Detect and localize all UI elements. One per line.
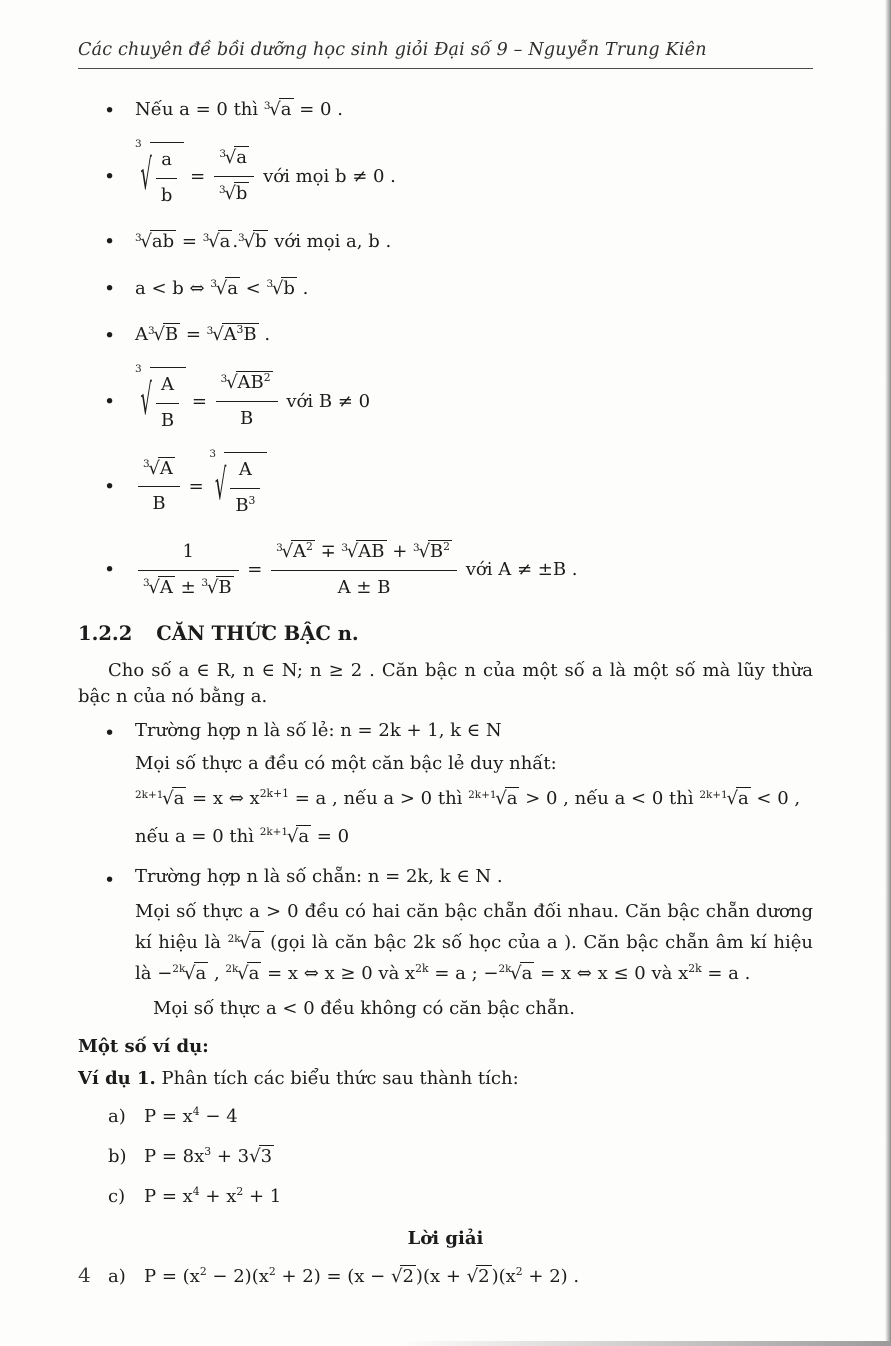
math-text: với mọi b ≠ 0 . bbox=[257, 165, 396, 187]
property-item-2 bbox=[78, 137, 813, 211]
math-text: = bbox=[241, 559, 269, 581]
math-root-index: 3 bbox=[218, 183, 226, 196]
math-root bbox=[699, 788, 750, 809]
math-sup: 2 bbox=[515, 1265, 523, 1279]
property-formula-3 bbox=[135, 231, 391, 252]
math-text: = bbox=[184, 165, 211, 187]
math-root-sign: √ bbox=[243, 231, 255, 253]
page-number: 4 bbox=[78, 1263, 91, 1287]
math-text: a bbox=[280, 99, 292, 121]
math-frac bbox=[156, 370, 179, 436]
math-text: A bbox=[223, 324, 237, 346]
math-text: = x ⇔ x ≥ 0 và x bbox=[261, 962, 416, 984]
math-text: B bbox=[152, 493, 166, 515]
math-text: . bbox=[232, 231, 239, 253]
math-root-index: 2k+1 bbox=[135, 788, 164, 801]
math-text: AB bbox=[358, 541, 385, 563]
math-root-body bbox=[356, 540, 386, 562]
math-root bbox=[219, 147, 249, 168]
math-root-index: 2k bbox=[227, 932, 241, 945]
property-item-5 bbox=[78, 320, 813, 351]
item-formula-a bbox=[144, 1106, 238, 1127]
math-text: A bbox=[159, 457, 173, 479]
math-root bbox=[135, 788, 186, 809]
math-root: • 3 √ $\frac{A}{B}$ bbox=[135, 367, 186, 436]
math-text: Nếu a = 0 thì bbox=[135, 99, 264, 121]
math-frac-numerator bbox=[138, 537, 239, 571]
odd-case-formula-2 bbox=[135, 822, 813, 853]
math-root-sign: √ bbox=[153, 324, 165, 346]
math-text: < 0 , bbox=[750, 788, 801, 810]
item-formula-c bbox=[144, 1186, 281, 1207]
math-root: 3 √ $\frac{A}{B^3}$ bbox=[209, 452, 267, 521]
property-item-1 bbox=[78, 95, 813, 126]
math-frac bbox=[216, 368, 278, 434]
math-text: ∓ bbox=[314, 541, 342, 563]
math-text: với A ≠ ±B . bbox=[460, 559, 578, 581]
math-root-sign: √ bbox=[286, 825, 299, 847]
math-root-sign: √ bbox=[510, 962, 522, 984]
section-heading bbox=[78, 620, 813, 648]
section-intro-paragraph: Cho số a ∈ R, n ∈ N; n ≥ 2 . Căn bậc n của một số a là một số mà lũy thừa bậc n của nó bằng a. bbox=[78, 659, 813, 707]
property-formula-2 bbox=[135, 137, 396, 206]
math-root-sign: √ bbox=[239, 932, 251, 954]
math-text: a bbox=[506, 788, 518, 810]
math-root bbox=[467, 1266, 492, 1287]
math-frac-numerator bbox=[230, 455, 260, 489]
math-root-body bbox=[225, 277, 240, 299]
math-text: = bbox=[182, 475, 210, 497]
math-root-sign: √ bbox=[346, 541, 359, 563]
math-frac-denominator bbox=[156, 404, 179, 437]
math-root-sign: √ bbox=[726, 788, 738, 810]
math-root-body bbox=[279, 98, 294, 120]
math-text: a < b ⇔ bbox=[135, 277, 211, 299]
property-formula-8 bbox=[135, 540, 578, 598]
math-root-index: 2k bbox=[498, 963, 512, 976]
math-text: P = (x bbox=[144, 1266, 200, 1288]
math-frac-numerator bbox=[216, 368, 278, 402]
odd-case-formula-1 bbox=[135, 784, 813, 815]
math-text: A bbox=[292, 541, 306, 563]
property-formula-7 bbox=[135, 447, 267, 516]
math-sup: 2k+1 bbox=[259, 787, 290, 801]
math-root-sign: √ bbox=[249, 1146, 261, 1168]
math-frac-denominator bbox=[138, 487, 180, 520]
math-text: a bbox=[173, 788, 185, 810]
math-text: = x ⇔ x bbox=[186, 788, 260, 810]
math-root bbox=[249, 1146, 274, 1167]
math-root bbox=[148, 324, 180, 345]
math-text: B bbox=[160, 409, 175, 431]
even-case-last-line: Mọi số thực a < 0 đều không có căn bậc chẵn. bbox=[153, 998, 575, 1020]
math-sup: 2k bbox=[688, 961, 702, 975]
math-text: A ± B bbox=[337, 576, 391, 598]
property-formula-6 bbox=[135, 362, 371, 431]
even-case-item bbox=[78, 864, 813, 1022]
math-frac-numerator bbox=[214, 143, 254, 177]
math-sup: 3 bbox=[236, 323, 244, 337]
math-text: B bbox=[429, 541, 444, 563]
math-frac bbox=[214, 143, 254, 209]
math-text: a bbox=[236, 147, 247, 169]
math-sup: 2 bbox=[443, 540, 451, 554]
math-frac-denominator bbox=[271, 571, 457, 604]
odd-case-title: • Trường hợp n là số lẻ: n = 2k + 1, k ∈ N bbox=[135, 719, 502, 741]
math-text: b bbox=[160, 184, 173, 206]
math-root-body bbox=[172, 787, 187, 809]
math-text: = bbox=[180, 324, 207, 346]
item-label-b: b) bbox=[108, 1146, 127, 1168]
math-root-body bbox=[234, 182, 250, 204]
math-text: + bbox=[386, 541, 414, 563]
math-root bbox=[276, 541, 315, 562]
math-root bbox=[413, 541, 452, 562]
math-root-body bbox=[505, 787, 520, 809]
math-text: , bbox=[208, 962, 226, 984]
math-sup: 4 bbox=[192, 1105, 200, 1119]
math-text: a bbox=[219, 231, 231, 253]
math-root-body bbox=[400, 1265, 415, 1287]
math-root-sign: √ bbox=[271, 277, 284, 299]
math-root-sign: √ bbox=[140, 151, 152, 201]
nth-root-cases-list bbox=[78, 718, 813, 1022]
examples-heading: Một số ví dụ: bbox=[78, 1036, 209, 1058]
math-sup: 3 bbox=[204, 1145, 212, 1159]
math-root-index: 3 bbox=[210, 278, 217, 291]
math-root-sign: √ bbox=[269, 99, 281, 121]
page-header bbox=[0, 0, 891, 69]
math-root bbox=[135, 231, 176, 252]
math-text: 3 bbox=[260, 1146, 273, 1168]
math-root bbox=[264, 99, 294, 120]
math-root-body bbox=[216, 576, 233, 598]
math-text: AB bbox=[237, 372, 264, 394]
math-root-body bbox=[224, 452, 267, 521]
math-root-body bbox=[236, 371, 273, 393]
math-frac-denominator bbox=[230, 489, 260, 522]
math-text: a bbox=[161, 148, 173, 170]
math-sup: 2 bbox=[268, 1265, 276, 1279]
math-frac-numerator bbox=[156, 145, 178, 179]
math-root bbox=[210, 278, 240, 299]
math-root-index: 3 bbox=[219, 148, 226, 160]
math-text: P = 8x bbox=[144, 1146, 205, 1168]
math-text: ab bbox=[151, 231, 175, 253]
page-body bbox=[0, 69, 891, 1293]
example-1-label: Ví dụ 1. bbox=[78, 1068, 156, 1090]
math-root: • 3 √ $\frac{a}{b}$ bbox=[135, 142, 184, 211]
math-root-index: 3 bbox=[276, 541, 283, 554]
math-root bbox=[219, 183, 249, 204]
header-title: Các chuyên đề bồi dưỡng học sinh giỏi Đại số 9 – Nguyễn Trung Kiên bbox=[78, 40, 707, 60]
math-root-body bbox=[222, 323, 259, 345]
math-root-body bbox=[150, 367, 186, 436]
odd-case-line: Mọi số thực a đều có một căn bậc lẻ duy nhất: bbox=[135, 753, 557, 775]
math-root-body bbox=[428, 540, 452, 562]
math-text: a bbox=[248, 962, 260, 984]
math-root-sign: √ bbox=[281, 541, 293, 563]
math-frac bbox=[271, 537, 457, 603]
math-root-index: 3 bbox=[341, 541, 349, 554]
math-text: − 4 bbox=[199, 1106, 238, 1128]
math-text: b bbox=[235, 183, 248, 205]
math-text: + 1 bbox=[243, 1185, 282, 1207]
math-root bbox=[143, 577, 175, 598]
math-frac bbox=[138, 537, 239, 603]
math-text: P = x bbox=[144, 1185, 193, 1207]
even-case-title: • Trường hợp n là số chẵn: n = 2k, k ∈ N . bbox=[135, 866, 503, 888]
math-root-index: 3 bbox=[238, 231, 245, 244]
math-root-body bbox=[150, 230, 176, 252]
item-formula-b bbox=[144, 1146, 274, 1167]
math-text: = bbox=[176, 231, 203, 253]
solution-heading: Lời giải bbox=[407, 1228, 484, 1250]
math-text: < bbox=[239, 277, 267, 299]
math-text: B bbox=[235, 494, 249, 516]
even-case-body bbox=[135, 897, 813, 989]
math-frac-numerator bbox=[138, 454, 180, 488]
property-item-6 bbox=[78, 362, 813, 436]
math-root bbox=[228, 932, 264, 953]
math-text: P = x bbox=[144, 1106, 193, 1128]
math-sup: 2 bbox=[236, 1184, 244, 1198]
math-text: − 2)(x bbox=[206, 1266, 269, 1288]
math-root-index: 3 bbox=[206, 324, 214, 337]
math-root-index: 3 bbox=[143, 458, 150, 471]
math-root-sign: √ bbox=[390, 1266, 403, 1288]
math-root bbox=[341, 541, 386, 562]
math-root-sign: √ bbox=[224, 183, 236, 205]
math-text: + 2) . bbox=[522, 1266, 580, 1288]
math-frac-denominator bbox=[216, 402, 278, 435]
math-text: A bbox=[159, 576, 173, 598]
math-root bbox=[203, 231, 233, 252]
math-root-sign: √ bbox=[184, 962, 196, 984]
math-text: )(x bbox=[491, 1266, 516, 1288]
math-root bbox=[266, 278, 296, 299]
math-text: . bbox=[258, 324, 271, 346]
math-root bbox=[498, 963, 534, 984]
math-text: a bbox=[737, 788, 749, 810]
property-item-3 bbox=[78, 227, 813, 258]
math-root-index: 3 bbox=[143, 577, 150, 590]
math-root-body bbox=[218, 230, 233, 252]
math-root bbox=[201, 577, 233, 598]
math-root-body bbox=[234, 146, 249, 168]
math-text: 1 bbox=[182, 541, 194, 563]
math-root-index: 3 bbox=[266, 278, 274, 291]
math-text: Mọi số thực a > 0 đều có hai căn bậc chẵn đối nhau. Căn bậc chẵn dương kí hiệu là bbox=[135, 901, 813, 954]
scan-edge-bottom-artifact bbox=[401, 1341, 891, 1346]
math-root-body bbox=[296, 825, 311, 847]
math-root bbox=[221, 372, 273, 393]
math-text: a bbox=[195, 962, 207, 984]
math-root-body bbox=[253, 230, 269, 252]
math-text: ± bbox=[174, 576, 202, 598]
math-root-sign: √ bbox=[162, 788, 174, 810]
example-item-a bbox=[78, 1102, 813, 1133]
math-text: a bbox=[227, 277, 238, 299]
math-root-sign: √ bbox=[140, 376, 152, 426]
math-text: = bbox=[186, 390, 213, 412]
math-root-body bbox=[249, 931, 264, 953]
math-root bbox=[143, 458, 175, 479]
math-text: + 3 bbox=[211, 1146, 250, 1168]
math-root-body bbox=[476, 1265, 491, 1287]
math-root-body bbox=[163, 323, 180, 345]
math-root-index: 3 bbox=[220, 372, 228, 385]
solution-line-a bbox=[78, 1262, 813, 1293]
math-text: nếu a = 0 thì bbox=[135, 825, 260, 847]
property-item-4 bbox=[78, 274, 813, 305]
math-root-sign: √ bbox=[140, 231, 152, 253]
math-root-sign: √ bbox=[206, 576, 219, 598]
math-text: + x bbox=[199, 1185, 237, 1207]
math-root-sign: √ bbox=[466, 1266, 479, 1288]
math-text: > 0 , nếu a < 0 thì bbox=[519, 788, 700, 810]
math-text: . bbox=[296, 277, 309, 299]
math-text: = x ⇔ x ≤ 0 và x bbox=[534, 962, 689, 984]
math-root-body bbox=[259, 1145, 274, 1167]
math-frac bbox=[156, 145, 178, 211]
math-text: = 0 . bbox=[293, 99, 343, 121]
math-root-index: 3 bbox=[135, 231, 142, 244]
math-root-index: 2k bbox=[225, 963, 239, 976]
property-formula-5 bbox=[135, 324, 270, 345]
math-root bbox=[172, 963, 208, 984]
math-sup: 2 bbox=[305, 540, 313, 554]
math-text: B bbox=[164, 324, 179, 346]
example-item-c bbox=[78, 1182, 813, 1213]
math-text: A bbox=[238, 459, 252, 481]
cube-root-properties-list bbox=[78, 95, 813, 603]
math-root-index: 3 bbox=[263, 99, 271, 112]
math-sup: 2 bbox=[199, 1265, 207, 1279]
math-root-index: 2k+1 bbox=[468, 788, 497, 801]
math-text: = 0 bbox=[311, 825, 350, 847]
math-root-sign: √ bbox=[212, 324, 224, 346]
example-item-b bbox=[78, 1142, 813, 1173]
math-root-body bbox=[158, 576, 175, 598]
property-formula-4 bbox=[135, 278, 308, 299]
math-root-body bbox=[736, 787, 751, 809]
math-text: với B ≠ 0 bbox=[280, 390, 371, 412]
math-text: = a , nếu a > 0 thì bbox=[289, 788, 469, 810]
math-text: + 2) = (x − bbox=[275, 1266, 391, 1288]
math-root bbox=[225, 963, 261, 984]
math-root bbox=[468, 788, 519, 809]
math-text: = a . bbox=[701, 962, 751, 984]
math-root-index: 2k+1 bbox=[259, 826, 289, 839]
math-root-sign: √ bbox=[237, 962, 249, 984]
math-sup: 3 bbox=[248, 493, 256, 507]
math-text: b bbox=[254, 231, 267, 253]
math-root-sign: √ bbox=[208, 231, 220, 253]
math-text: 2 bbox=[402, 1266, 414, 1288]
math-root-body bbox=[150, 142, 185, 211]
math-text: a bbox=[521, 962, 533, 984]
math-sup: 4 bbox=[192, 1184, 200, 1198]
math-root-sign: √ bbox=[226, 372, 238, 394]
math-text: B bbox=[243, 324, 257, 346]
property-formula-1 bbox=[135, 99, 343, 120]
math-text: a bbox=[298, 825, 310, 847]
math-root-body bbox=[247, 962, 262, 984]
math-root-index: 3 bbox=[413, 541, 420, 554]
math-text: (gọi là căn bậc 2k số học của a ). Căn bậc chẵn âm kí hiệu là − bbox=[135, 932, 813, 984]
math-frac-denominator bbox=[138, 571, 239, 604]
math-frac-numerator bbox=[271, 537, 457, 571]
math-frac-denominator bbox=[156, 179, 178, 212]
math-root-sign: √ bbox=[148, 576, 160, 598]
solution-label-a: a) bbox=[108, 1266, 126, 1288]
math-sup: 2 bbox=[263, 371, 271, 385]
odd-case-item bbox=[78, 718, 813, 852]
math-root bbox=[207, 324, 259, 345]
example-1-intro bbox=[78, 1066, 813, 1092]
math-text: = a ; − bbox=[428, 962, 499, 984]
math-frac-denominator bbox=[214, 177, 254, 210]
math-text: )(x + bbox=[415, 1266, 467, 1288]
math-text: B bbox=[218, 576, 232, 598]
section-number: 1.2.2 bbox=[78, 621, 133, 645]
math-text: 2 bbox=[478, 1266, 490, 1288]
item-label-c: c) bbox=[108, 1185, 126, 1207]
math-root-index: 3 bbox=[148, 324, 155, 337]
math-root-sign: √ bbox=[224, 147, 237, 169]
math-root bbox=[238, 231, 268, 252]
math-root-sign: √ bbox=[418, 541, 430, 563]
section-title: CĂN THỨC BẬC n. bbox=[156, 621, 359, 645]
scan-edge-right-artifact bbox=[885, 0, 891, 1346]
math-root-body bbox=[194, 962, 209, 984]
item-label-a: a) bbox=[108, 1106, 126, 1128]
math-root-index: 3 bbox=[201, 577, 209, 590]
math-text: b bbox=[283, 277, 295, 299]
math-root-index: 3 bbox=[202, 231, 210, 244]
math-text: A bbox=[135, 324, 148, 346]
example-1-text: Phân tích các biểu thức sau thành tích: bbox=[161, 1068, 519, 1090]
math-frac bbox=[138, 454, 180, 520]
math-root-index: 2k bbox=[172, 963, 186, 976]
solution-formula-a bbox=[144, 1266, 579, 1287]
math-root-sign: √ bbox=[214, 461, 227, 511]
math-text: A bbox=[161, 373, 174, 395]
math-root-sign: √ bbox=[495, 788, 507, 810]
property-item-8 bbox=[78, 537, 813, 603]
math-root bbox=[260, 826, 311, 847]
math-root bbox=[391, 1266, 416, 1287]
math-text: B bbox=[240, 408, 254, 430]
math-root-sign: √ bbox=[215, 277, 228, 299]
property-item-7 bbox=[78, 447, 813, 521]
math-frac bbox=[230, 455, 260, 521]
math-sup: 2k bbox=[415, 961, 429, 975]
math-text: với mọi a, b . bbox=[268, 231, 392, 253]
math-root-body bbox=[158, 457, 175, 479]
math-root-body bbox=[520, 962, 535, 984]
math-root-index: 2k+1 bbox=[699, 788, 728, 801]
math-text: a bbox=[250, 932, 262, 954]
math-root-sign: √ bbox=[148, 457, 160, 479]
math-root-body bbox=[281, 277, 297, 299]
math-root-body bbox=[291, 540, 315, 562]
math-frac-numerator bbox=[156, 370, 179, 404]
